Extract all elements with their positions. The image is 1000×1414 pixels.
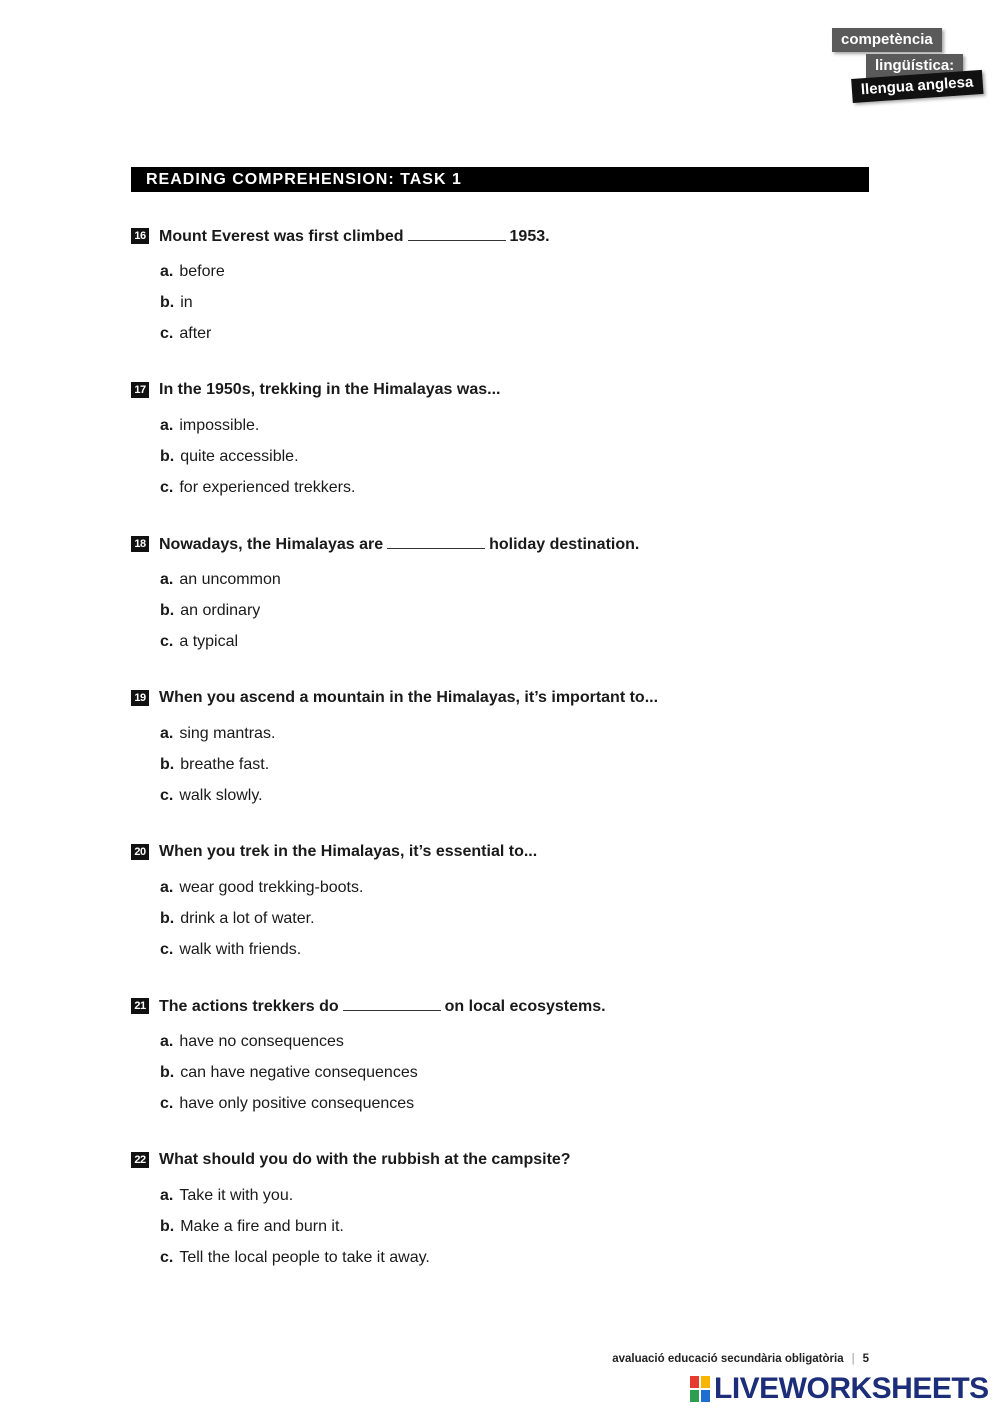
option-text: walk slowly. [179,786,263,804]
logo-square [701,1376,710,1388]
option-letter: b. [160,1217,175,1235]
option-text: have no consequences [179,1032,344,1050]
option-text: a typical [179,632,239,650]
option-list [131,1180,871,1274]
option-letter: b. [160,601,175,619]
option-list [131,256,871,350]
option-text: can have negative consequences [180,1063,418,1081]
option-letter: a. [160,416,174,434]
option-letter: b. [160,1063,175,1081]
question-19 [131,687,871,812]
option-list [131,1026,871,1120]
option-letter: a. [160,878,174,896]
option-list [131,410,871,504]
option-text: Tell the local people to take it away. [179,1248,430,1266]
question-text-before: Nowadays, the Himalayas are [159,536,384,553]
logo-text: LIVEWORKSHEETS [714,1372,989,1405]
question-header [131,1149,871,1171]
question-header [131,995,871,1017]
question-18 [131,533,871,658]
question-header [131,841,871,863]
question-number: 22 [131,1152,149,1168]
option-text: drink a lot of water. [180,909,315,927]
question-20 [131,841,871,966]
question-header [131,687,871,709]
logo-square [690,1390,699,1402]
question-text-after: holiday destination. [489,536,640,553]
question-text [159,689,658,707]
answer-option[interactable] [160,1180,871,1211]
liveworksheets-logo [690,1374,989,1404]
question-number: 17 [131,382,149,398]
question-text-before: When you trek in the Himalayas, it’s essential to... [159,843,538,860]
option-text: an ordinary [180,601,261,619]
answer-option[interactable] [160,934,871,965]
logo-squares-icon [690,1376,710,1402]
question-header [131,379,871,401]
answer-option[interactable] [160,749,871,780]
question-number: 20 [131,844,149,860]
question-21 [131,995,871,1120]
question-number: 18 [131,536,149,552]
option-text: breathe fast. [180,755,270,773]
question-text [159,996,606,1016]
footer-text: avaluació educació secundària obligatòria [612,1353,844,1365]
answer-option[interactable] [160,595,871,626]
answer-option[interactable] [160,256,871,287]
header-tag-competencia: competència [832,28,942,52]
question-text [159,534,639,554]
option-text: for experienced trekkers. [179,478,356,496]
question-number: 16 [131,228,149,244]
option-letter: c. [160,786,174,804]
answer-option[interactable] [160,1242,871,1273]
answer-option[interactable] [160,1088,871,1119]
header-tag-linguistica: lingüística: [866,54,963,78]
answer-option[interactable] [160,472,871,503]
answer-option[interactable] [160,318,871,349]
question-22 [131,1149,871,1274]
question-text [159,843,537,861]
answer-option[interactable] [160,872,871,903]
answer-option[interactable] [160,410,871,441]
option-list [131,564,871,658]
option-text: an uncommon [179,570,281,588]
answer-option[interactable] [160,1057,871,1088]
option-letter: b. [160,447,175,465]
question-17 [131,379,871,504]
answer-blank[interactable] [343,996,441,1011]
option-text: impossible. [179,416,260,434]
option-letter: a. [160,1186,174,1204]
answer-option[interactable] [160,1211,871,1242]
option-text: before [179,262,225,280]
option-list [131,872,871,966]
option-letter: b. [160,909,175,927]
option-letter: c. [160,940,174,958]
option-letter: c. [160,478,174,496]
option-letter: c. [160,1094,174,1112]
question-number: 21 [131,998,149,1014]
question-header [131,225,871,247]
question-16 [131,225,871,350]
question-text-after: on local ecosystems. [444,998,606,1015]
option-text: quite accessible. [180,447,299,465]
logo-square [701,1390,710,1402]
option-letter: a. [160,724,174,742]
option-letter: a. [160,570,174,588]
question-text-before: Mount Everest was first climbed [159,228,404,245]
question-text-before: When you ascend a mountain in the Himalayas, it’s important to... [159,689,659,706]
header-tag-llengua: llengua anglesa [851,70,983,103]
option-text: after [179,324,212,342]
question-header [131,533,871,555]
option-letter: b. [160,293,175,311]
answer-blank[interactable] [408,226,506,241]
question-text-before: In the 1950s, trekking in the Himalayas was... [159,381,501,398]
question-text-before: The actions trekkers do [159,998,339,1015]
question-text [159,1151,571,1169]
answer-option[interactable] [160,441,871,472]
question-text [159,226,550,246]
page-number: 5 [862,1353,869,1365]
option-text: sing mantras. [179,724,276,742]
question-text-before: What should you do with the rubbish at the campsite? [159,1151,571,1168]
answer-option[interactable] [160,287,871,318]
option-letter: c. [160,1248,174,1266]
section-title: READING COMPREHENSION: TASK 1 [131,167,869,192]
option-letter: b. [160,755,175,773]
option-text: walk with friends. [179,940,302,958]
option-text: wear good trekking-boots. [179,878,364,896]
answer-option[interactable] [160,718,871,749]
option-text: Make a fire and burn it. [180,1217,344,1235]
answer-option[interactable] [160,903,871,934]
page-footer [612,1353,869,1365]
logo-square [690,1376,699,1388]
footer-separator: | [851,1353,855,1365]
answer-option[interactable] [160,626,871,657]
option-text: have only positive consequences [179,1094,415,1112]
option-text: Take it with you. [179,1186,294,1204]
answer-option[interactable] [160,1026,871,1057]
option-letter: a. [160,1032,174,1050]
option-letter: a. [160,262,174,280]
option-letter: c. [160,324,174,342]
option-list [131,718,871,812]
option-text: in [180,293,193,311]
answer-blank[interactable] [387,534,485,549]
question-text-after: 1953. [509,228,550,245]
question-text [159,381,500,399]
answer-option[interactable] [160,564,871,595]
answer-option[interactable] [160,780,871,811]
question-number: 19 [131,690,149,706]
option-letter: c. [160,632,174,650]
